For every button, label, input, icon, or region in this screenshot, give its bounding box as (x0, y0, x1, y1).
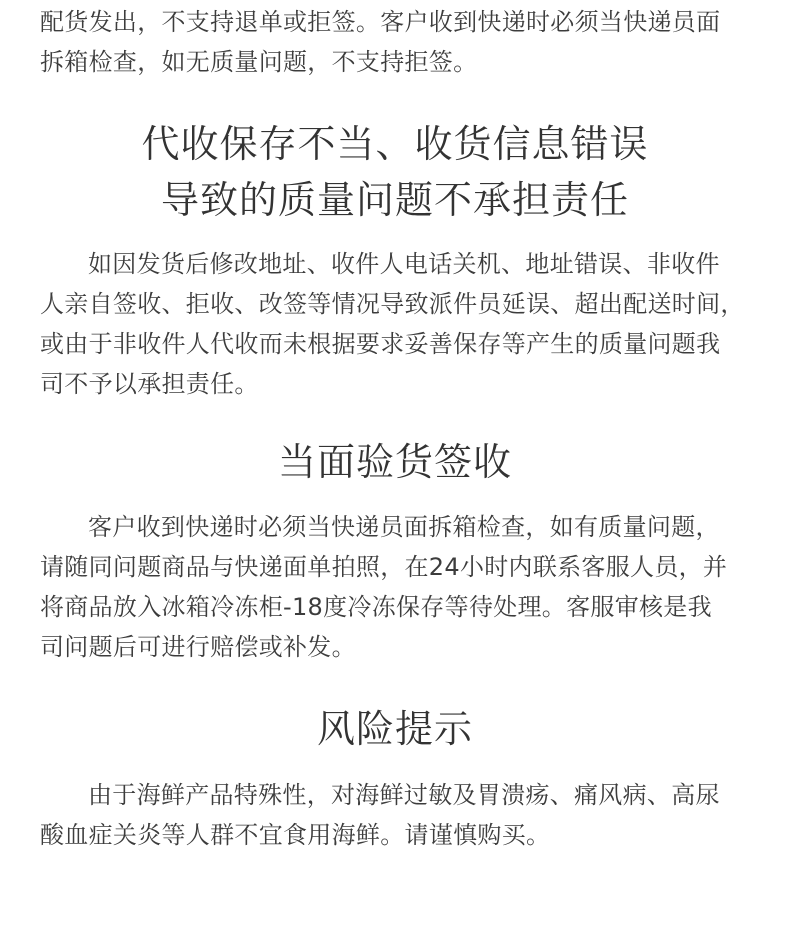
paragraph-line: 酸血症关炎等人群不宜食用海鲜。请谨慎购买。 (40, 821, 551, 849)
paragraph-line: 司不予以承担责任。 (40, 370, 259, 398)
heading-line: 导致的质量问题不承担责任 (160, 178, 629, 222)
paragraph-line: 或由于非收件人代收而未根据要求妥善保存等产生的质量问题我 (40, 330, 721, 358)
section-heading-risk (0, 701, 790, 757)
paragraph-line: 如因发货后修改地址、收件人电话关机、地址错误、非收件 (88, 250, 720, 278)
inspection-paragraph (40, 507, 752, 667)
paragraph-line: 请随同问题商品与快递面单拍照，在24小时内联系客服人员，并 (40, 553, 728, 581)
paragraph-line: 将商品放入冰箱冷冻柜-18度冷冻保存等待处理。客服审核是我 (40, 593, 712, 621)
heading-line: 代收保存不当、收货信息错误 (141, 122, 649, 166)
intro-paragraph (40, 2, 752, 82)
liability-paragraph (40, 244, 752, 404)
paragraph-line: 客户收到快递时必须当快递员面拆箱检查，如有质量问题， (88, 513, 720, 541)
heading-line: 风险提示 (316, 707, 473, 751)
paragraph-line: 由于海鲜产品特殊性，对海鲜过敏及胃溃疡、痛风病、高尿 (88, 781, 720, 809)
paragraph-line: 拆箱检查，如无质量问题，不支持拒签。 (40, 48, 478, 76)
section-heading-inspection (0, 434, 790, 490)
paragraph-line: 人亲自签收、拒收、改签等情况导致派件员延误、超出配送时间， (40, 290, 745, 318)
heading-line: 当面验货签收 (277, 440, 512, 484)
section-heading-liability (0, 116, 790, 228)
paragraph-line: 配货发出，不支持退单或拒签。客户收到快递时必须当快递员面 (40, 8, 721, 36)
paragraph-line: 司问题后可进行赔偿或补发。 (40, 633, 356, 661)
risk-paragraph (40, 775, 752, 855)
